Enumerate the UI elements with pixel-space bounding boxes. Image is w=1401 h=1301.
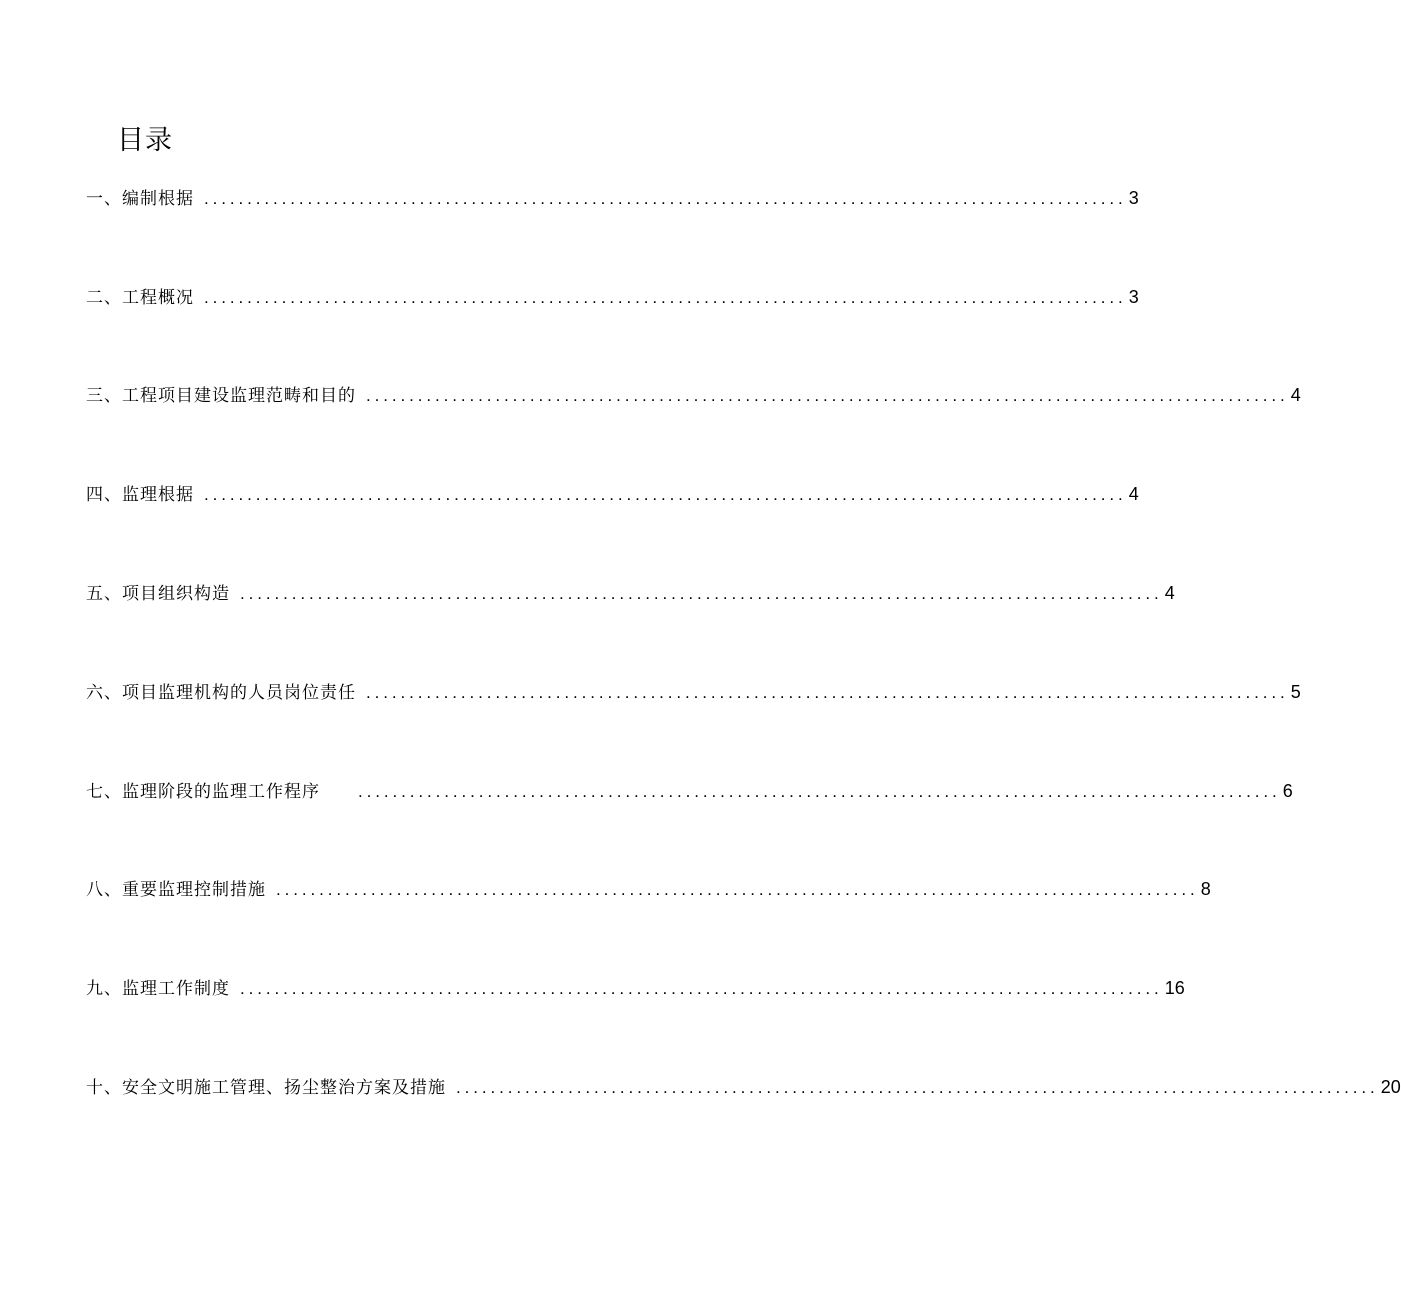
toc-entry-page: 8 bbox=[1200, 879, 1211, 899]
toc-entry bbox=[86, 677, 1301, 703]
toc-entry bbox=[86, 479, 1139, 505]
toc-dot-leader: ........................................................................................................... bbox=[366, 386, 1289, 405]
toc-entry bbox=[86, 973, 1185, 999]
toc-dot-leader: ........................................................................................................... bbox=[240, 979, 1163, 998]
toc-entry-page: 5 bbox=[1290, 682, 1301, 702]
toc-entry bbox=[86, 874, 1211, 900]
toc-entry-label: 三、工程项目建设监理范畴和目的 bbox=[86, 386, 356, 406]
toc-entry-label: 九、监理工作制度 bbox=[86, 979, 230, 999]
toc-dot-leader: ........................................................................................................... bbox=[204, 288, 1127, 307]
toc-entry-page: 4 bbox=[1164, 583, 1175, 603]
toc-entry-label: 十、安全文明施工管理、扬尘整治方案及措施 bbox=[86, 1078, 446, 1098]
toc-title: 目录 bbox=[117, 125, 173, 156]
toc-dot-leader: ........................................................................................................... bbox=[456, 1078, 1379, 1097]
toc-entry bbox=[86, 776, 1293, 802]
toc-entry-page: 3 bbox=[1128, 287, 1139, 307]
toc-entry-page: 4 bbox=[1128, 484, 1139, 504]
toc-dot-leader: ........................................................................................................... bbox=[204, 189, 1127, 208]
toc-entry-page: 6 bbox=[1282, 781, 1293, 801]
toc-dot-leader: ........................................................................................................... bbox=[366, 683, 1289, 702]
toc-entry bbox=[86, 1072, 1401, 1098]
toc-dot-leader: ........................................................................................................... bbox=[358, 782, 1281, 801]
toc-entry-page: 20 bbox=[1380, 1077, 1401, 1097]
toc-entry-page: 3 bbox=[1128, 188, 1139, 208]
toc-entry-label: 五、项目组织构造 bbox=[86, 584, 230, 604]
toc-entry bbox=[86, 578, 1175, 604]
toc-entry-label: 六、项目监理机构的人员岗位责任 bbox=[86, 683, 356, 703]
toc-entry bbox=[86, 282, 1139, 308]
toc-entry-label: 七、监理阶段的监理工作程序 bbox=[86, 782, 320, 802]
toc-entry bbox=[86, 183, 1139, 209]
toc-entry-page: 4 bbox=[1290, 385, 1301, 405]
toc-entry-label: 二、工程概况 bbox=[86, 288, 194, 308]
toc-entry-label: 八、重要监理控制措施 bbox=[86, 880, 266, 900]
toc-entry-label: 一、编制根据 bbox=[86, 189, 194, 209]
toc-entry-page: 16 bbox=[1164, 978, 1185, 998]
toc-dot-leader: ........................................................................................................... bbox=[276, 880, 1199, 899]
toc-dot-leader: ........................................................................................................... bbox=[204, 485, 1127, 504]
toc-entry bbox=[86, 380, 1301, 406]
toc-dot-leader: ........................................................................................................... bbox=[240, 584, 1163, 603]
toc-entry-label: 四、监理根据 bbox=[86, 485, 194, 505]
